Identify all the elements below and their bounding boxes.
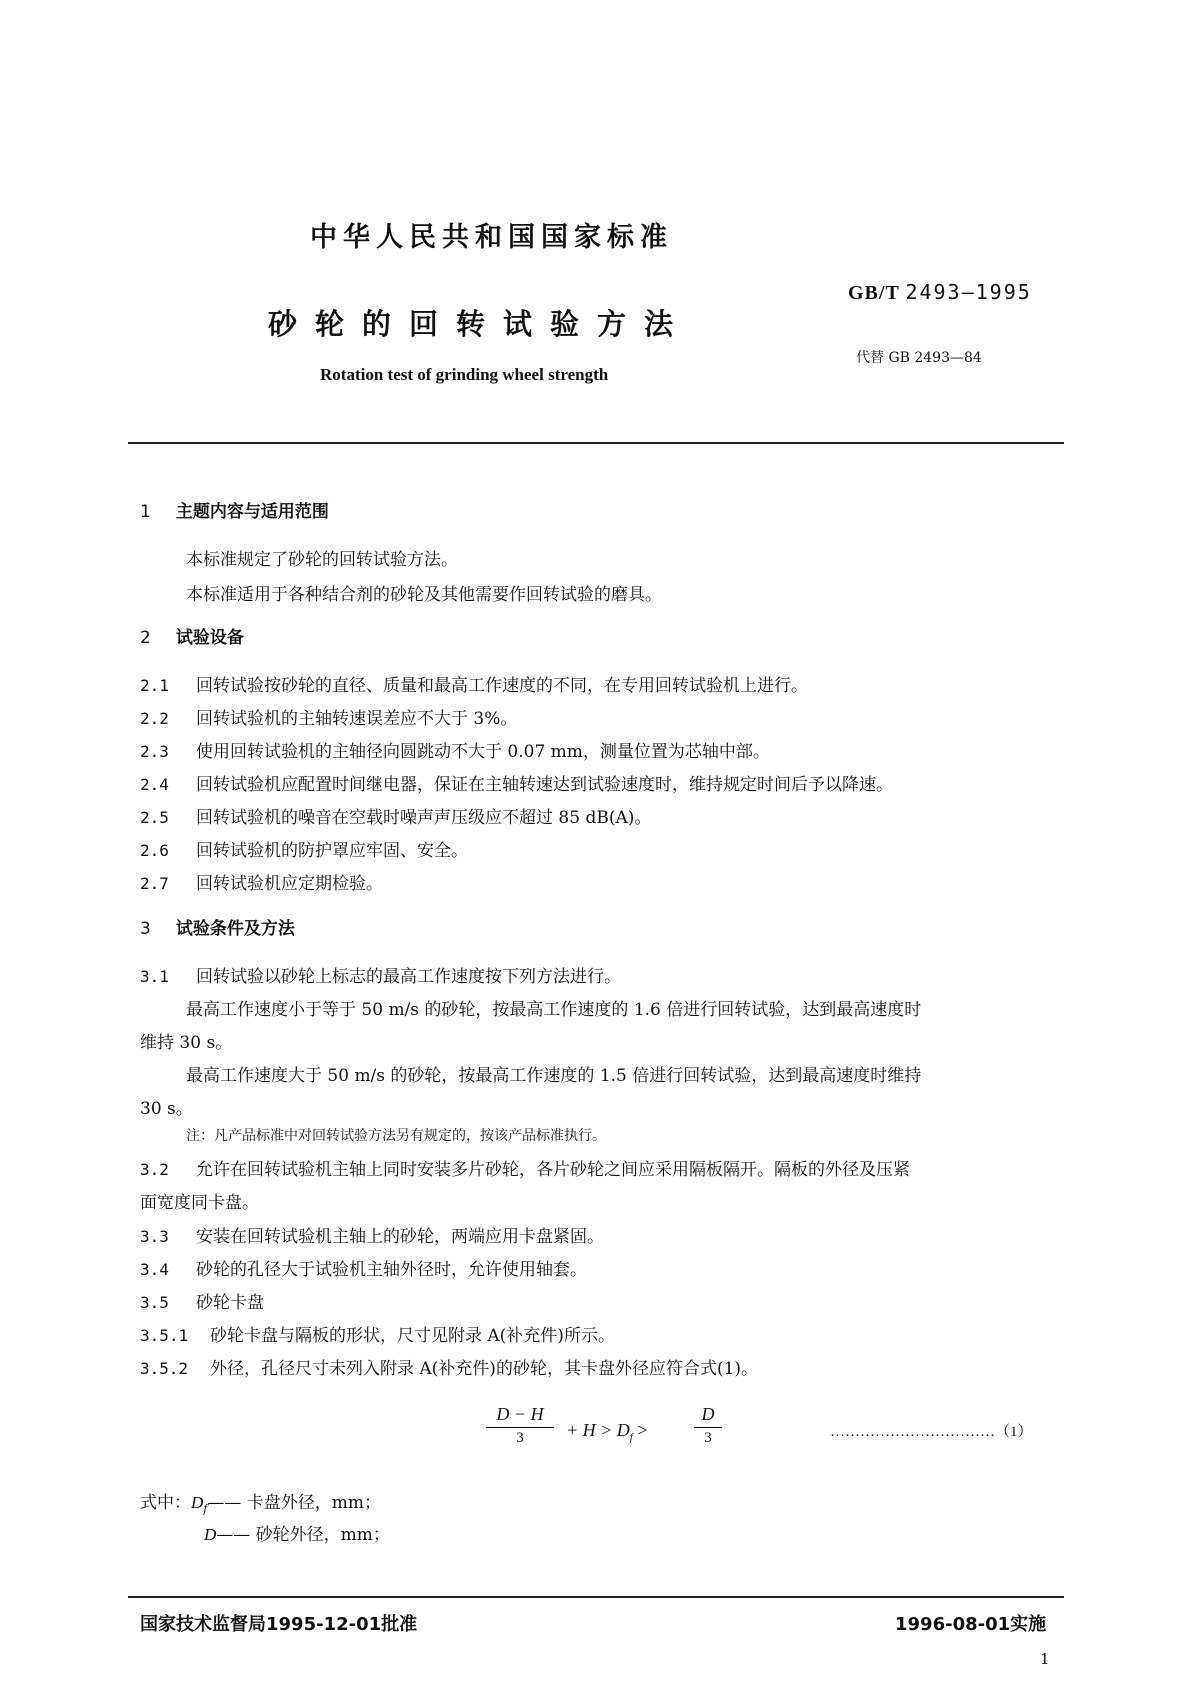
clause-2-1	[140, 671, 808, 696]
clause-3-5-1	[140, 1321, 615, 1346]
formula-middle	[566, 1420, 648, 1444]
section-title: 试验设备	[175, 628, 244, 648]
national-standard-heading: 中华人民共和国国家标准	[310, 222, 673, 253]
section-number: 1	[140, 502, 151, 522]
fraction-denominator: 3	[516, 1430, 524, 1446]
replaces-note: 代替 GB 2493—84	[856, 350, 982, 366]
clause-text: 使用回转试验机的主轴径向圆跳动不大于 0.07 mm，测量位置为芯轴中部。	[196, 742, 770, 762]
definition-row	[140, 1488, 381, 1515]
clause-text: 允许在回转试验机主轴上同时安装多片砂轮，各片砂轮之间应采用隔板隔开。隔板的外径及压紧	[196, 1160, 910, 1180]
fraction-bar	[486, 1427, 554, 1428]
fraction-right	[694, 1404, 722, 1447]
greater-than: >	[637, 1420, 648, 1440]
definition-text: —— 砂轮外径，mm；	[216, 1525, 390, 1545]
section-2-heading	[140, 623, 244, 648]
subscript: f	[629, 1431, 633, 1444]
paragraph: 本标准适用于各种结合剂的砂轮及其他需要作回转试验的磨具。	[186, 585, 662, 605]
clause-text: 回转试验按砂轮的直径、质量和最高工作速度的不同，在专用回转试验机上进行。	[196, 676, 808, 696]
paragraph: 30 s。	[140, 1099, 193, 1119]
definition-intro: 式中：	[140, 1493, 191, 1513]
symbol: D	[191, 1493, 204, 1512]
section-3-heading	[140, 914, 295, 939]
fraction-bar	[694, 1427, 722, 1428]
clause-2-6	[140, 836, 468, 861]
footer-divider	[128, 1596, 1064, 1598]
approval-date: 国家技术监督局1995-12-01批准	[140, 1614, 418, 1635]
clause-text: 回转试验机的防护罩应牢固、安全。	[196, 841, 468, 861]
paragraph: 面宽度同卡盘。	[140, 1193, 259, 1213]
section-number: 2	[140, 628, 151, 648]
clause-text: 回转试验机应定期检验。	[196, 874, 383, 894]
clause-text: 砂轮的孔径大于试验机主轴外径时，允许使用轴套。	[196, 1260, 587, 1280]
standard-code-prefix: GB/T	[848, 282, 900, 304]
clause-number: 2.4	[140, 775, 169, 794]
clause-number: 2.6	[140, 841, 169, 860]
fraction-denominator: 3	[704, 1430, 712, 1446]
clause-number: 3.3	[140, 1227, 169, 1246]
section-number: 3	[140, 919, 151, 939]
clause-3-2	[140, 1155, 910, 1180]
fraction-numerator: D	[701, 1404, 715, 1424]
clause-number: 3.2	[140, 1160, 169, 1179]
clause-3-5	[140, 1288, 264, 1313]
clause-2-4	[140, 770, 893, 795]
definition-row	[204, 1520, 390, 1545]
clause-number: 2.1	[140, 676, 169, 695]
clause-number: 3.5	[140, 1293, 169, 1312]
effective-date: 1996-08-01实施	[895, 1614, 1047, 1635]
clause-2-2	[140, 704, 517, 729]
clause-number: 3.5.1	[140, 1326, 189, 1345]
paragraph: 最高工作速度小于等于 50 m/s 的砂轮，按最高工作速度的 1.6 倍进行回转试验，达到最高速度时	[186, 1000, 922, 1020]
clause-text: 砂轮卡盘	[196, 1293, 264, 1313]
standard-code	[848, 280, 1032, 305]
clause-3-3	[140, 1222, 604, 1247]
clause-3-5-2	[140, 1354, 758, 1379]
section-title: 主题内容与适用范围	[175, 502, 329, 522]
paragraph: 最高工作速度大于 50 m/s 的砂轮，按最高工作速度的 1.5 倍进行回转试验，达到最高速度时维持	[186, 1066, 922, 1086]
formula-expression: + H > D	[566, 1420, 630, 1440]
fraction-left	[486, 1404, 554, 1447]
clause-text: 安装在回转试验机主轴上的砂轮，两端应用卡盘紧固。	[196, 1227, 604, 1247]
page-number: 1	[1040, 1650, 1050, 1668]
subscript: f	[203, 1502, 208, 1516]
fraction-numerator: D − H	[496, 1404, 544, 1424]
clause-3-1	[140, 962, 621, 987]
clause-number: 2.3	[140, 742, 169, 761]
paragraph: 维持 30 s。	[140, 1033, 233, 1053]
clause-text: 回转试验机应配置时间继电器，保证在主轴转速达到试验速度时，维持规定时间后予以降速。	[196, 775, 893, 795]
document-title-cn: 砂轮的回转试验方法	[268, 307, 692, 341]
equation-label: ……………………………（1）	[830, 1424, 1033, 1440]
clause-number: 2.2	[140, 709, 169, 728]
clause-text: 回转试验机的噪音在空载时噪声声压级应不超过 85 dB(A)。	[196, 808, 652, 828]
clause-number: 3.4	[140, 1260, 169, 1279]
clause-text: 外径，孔径尺寸未列入附录 A(补充件)的砂轮，其卡盘外径应符合式(1)。	[210, 1359, 759, 1379]
clause-text: 回转试验机的主轴转速误差应不大于 3%。	[196, 709, 518, 729]
clause-number: 2.5	[140, 808, 169, 827]
note: 注：凡产品标准中对回转试验方法另有规定的，按该产品标准执行。	[186, 1128, 606, 1144]
clause-2-5	[140, 803, 651, 828]
clause-number: 3.5.2	[140, 1359, 189, 1378]
paragraph: 本标准规定了砂轮的回转试验方法。	[186, 550, 458, 570]
clause-text: 砂轮卡盘与隔板的形状，尺寸见附录 A(补充件)所示。	[210, 1326, 615, 1346]
clause-3-4	[140, 1255, 587, 1280]
clause-2-3	[140, 737, 770, 762]
symbol: D	[204, 1525, 217, 1544]
clause-text: 回转试验以砂轮上标志的最高工作速度按下列方法进行。	[196, 967, 621, 987]
standard-code-number: 2493—1995	[905, 280, 1032, 304]
section-title: 试验条件及方法	[175, 919, 295, 939]
header-divider	[128, 442, 1064, 444]
document-title-en: Rotation test of grinding wheel strength	[320, 365, 609, 384]
section-1-heading	[140, 497, 329, 522]
definition-text: —— 卡盘外径，mm；	[207, 1493, 382, 1513]
clause-2-7	[140, 869, 383, 894]
clause-number: 2.7	[140, 874, 169, 893]
clause-number: 3.1	[140, 967, 169, 986]
